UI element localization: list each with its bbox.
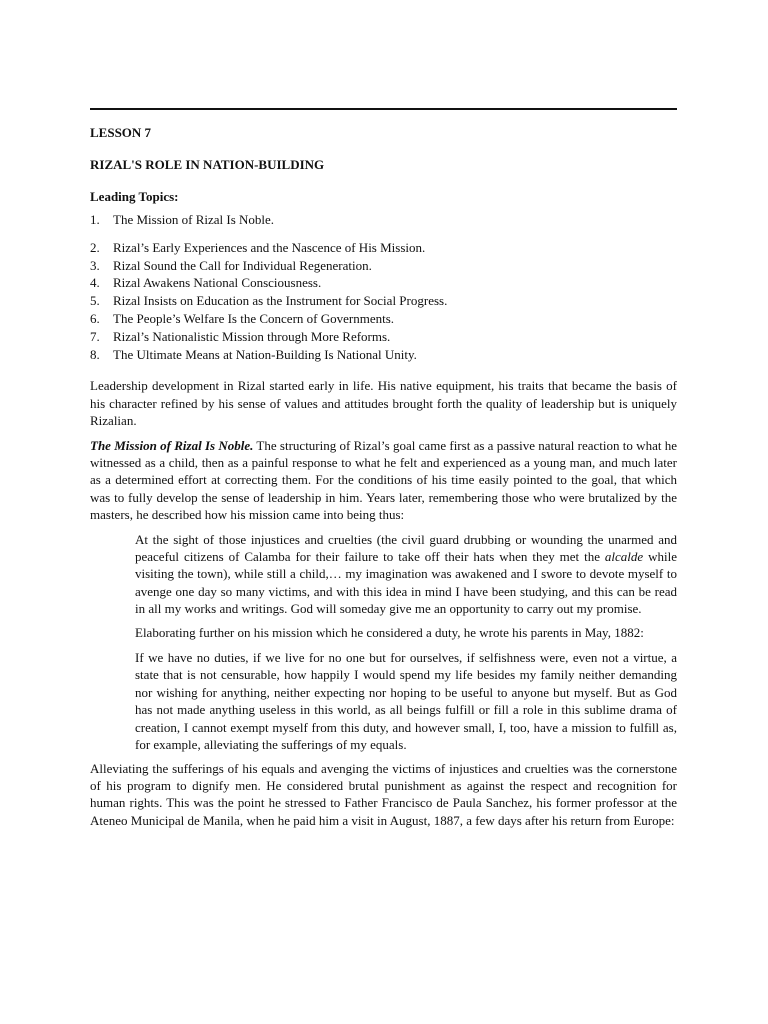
closing-paragraph: Alleviating the sufferings of his equals and avenging the victims of injustices and cruelties was the cornerstone of his program to dignify men. He considered brutal punishment as against the respect and recognition for human rights. This was the point he stressed to Father Francisco de Paula Sanchez, his former professor at the Ateneo Municipal de Manila, when he paid him a visit in August, 1887, a few days after his return from Europe: — [90, 760, 677, 828]
list-item-number: 7. — [90, 328, 100, 344]
list-item — [90, 310, 677, 328]
list-item-number: 3. — [90, 257, 100, 273]
list-item-text: The Ultimate Means at Nation-Building Is National Unity. — [113, 346, 417, 362]
lesson-title: RIZAL'S ROLE IN NATION-BUILDING — [90, 157, 325, 172]
block-quote-childhood — [135, 531, 677, 618]
quote-text: while visiting the town), while still a child,… my imagination was awakened and I swore to devote myself to avenge one day so many victims, and with this idea in mind I have been studying, and this can be read in all my works and writings. God will someday give me an opportunity to carry out my promise. — [135, 549, 677, 617]
quote-italic-term: alcalde — [604, 549, 644, 565]
intro-paragraph: Leadership development in Rizal started early in life. His native equipment, his traits that became the basis of his character refined by his sense of values and attitudes brought forth the quality of leadership but is uniquely Rizalian. — [90, 378, 677, 429]
list-item-number: 4. — [90, 275, 100, 291]
topics-heading: Leading Topics: — [90, 189, 179, 204]
list-item — [90, 257, 677, 275]
list-item-text: The People’s Welfare Is the Concern of Governments. — [113, 310, 395, 326]
mission-paragraph-text: The structuring of Rizal’s goal came first as a passive natural reaction to what he witnessed as a child, then as a painful response to what he felt and experienced as a young man, and much later as a determined effort at correcting them. For the conditions of his time easily pointed to the goal, that which was to fully develop the sense of leadership in him. Years later, remembering those who were brutalized by the masters, he described how his mission came into being thus: — [90, 437, 677, 523]
list-item — [90, 346, 677, 364]
list-item-text: Rizal Sound the Call for Individual Regeneration. — [113, 257, 372, 273]
header-rule — [90, 108, 677, 110]
list-item-text: Rizal’s Nationalistic Mission through More Reforms. — [113, 328, 391, 344]
list-item-number: 5. — [90, 293, 100, 309]
mission-paragraph — [90, 437, 677, 524]
block-quote-intro-letter: Elaborating further on his mission which he considered a duty, he wrote his parents in May, 1882: — [135, 624, 644, 640]
list-item-text: Rizal Awakens National Consciousness. — [113, 275, 322, 291]
list-item — [90, 328, 677, 346]
list-item-text: The Mission of Rizal Is Noble. — [113, 212, 275, 227]
list-item — [90, 239, 677, 257]
list-item — [90, 211, 677, 229]
list-item-text: Rizal Insists on Education as the Instrument for Social Progress. — [113, 293, 448, 309]
quote-text: At the sight of those injustices and cruelties (the civil guard drubbing or wounding the unarmed and peaceful citizens of Calamba for their failure to take off their hats when they met the — [135, 531, 677, 565]
list-item-number: 2. — [90, 239, 100, 255]
list-item — [90, 274, 677, 292]
list-item-number: 6. — [90, 310, 100, 326]
list-item-text: Rizal’s Early Experiences and the Nascence of His Mission. — [113, 239, 426, 255]
topics-list — [90, 211, 677, 363]
list-item — [90, 292, 677, 310]
list-item-number: 1. — [90, 212, 100, 227]
lesson-number: LESSON 7 — [90, 125, 152, 140]
list-item-number: 8. — [90, 346, 100, 362]
document-page — [90, 108, 677, 836]
block-quote-letter: If we have no duties, if we live for no one but for ourselves, if selfishness were, even not a virtue, a state that is not censurable, how happily I would spend my life besides my family neither demanding nor wishing for anything, neither expecting nor hoping to be useful to anyone but myself. But as God has not made anything useless in this world, as all beings fulfill or fill a role in this sublime drama of creation, I cannot exempt myself from this duty, and however small, I, too, have a mission to fulfill as, for example, alleviating the sufferings of my equals. — [135, 650, 677, 753]
mission-run-in-heading: The Mission of Rizal Is Noble. — [90, 437, 254, 453]
